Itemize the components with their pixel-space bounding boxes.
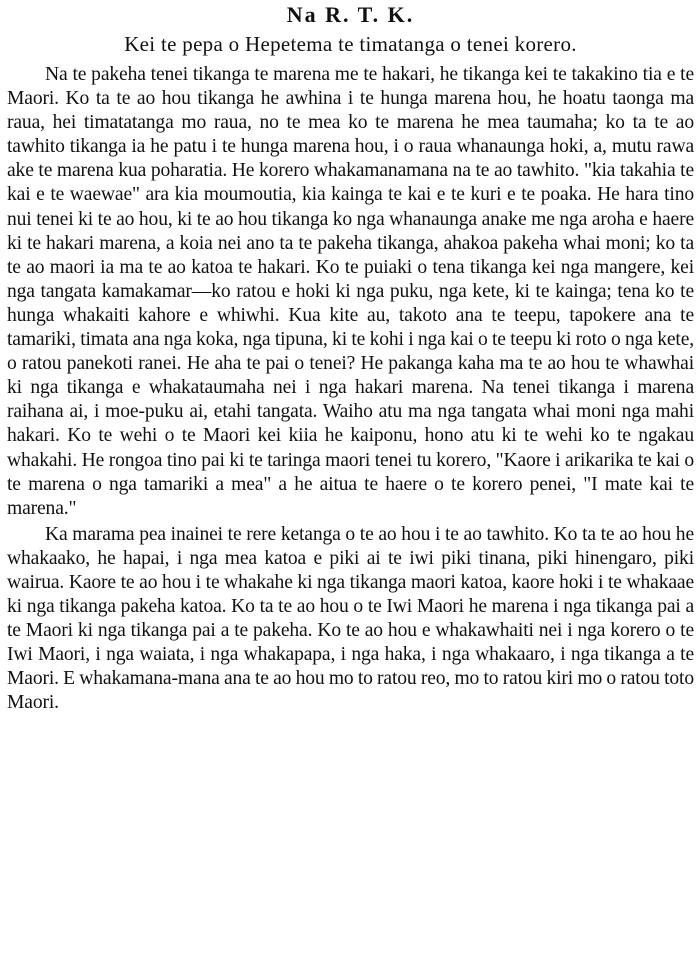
article-paragraph-2: Ka marama pea inainei te rere ketanga o te ao hou i te ao tawhito. Ko ta te ao hou he whakaako, he hapai, i nga mea katoa e piki ai te iwi piki tinana, piki hinengaro, piki wairua. Kaore te ao hou i te whakahe ki nga tikanga maori katoa, kaore hoki i te whakaae ki nga tikanga pakeha katoa. Ko ta te ao hou o te Iwi Maori he marena i nga tikanga pai a te Maori ki nga tikanga pai a te pakeha. Ko te ao hou e whakawhaiti nei i nga korero o te Iwi Maori, i nga waiata, i nga whakapapa, i nga haka, i nga whakaaro, i nga tikanga a te Maori. E whakamana-mana ana te ao hou mo to ratou reo, mo to ratou kiri mo o ratou toto Maori.	[7, 523, 694, 714]
article-subtitle: Kei te pepa o Hepetema te timatanga o tenei korero.	[124, 32, 577, 56]
article-byline: Na R. T. K.	[286, 2, 415, 27]
article-paragraph-1: Na te pakeha tenei tikanga te marena me te hakari, he tikanga kei te takakino tia e te Maori. Ko ta te ao hou tikanga he awhina i te hunga marena hou, he hoatu taonga ma raua, hei timatatanga mo raua, no te mea ko te marena he mea taumaha; ko ta te ao tawhito tikanga ia he patu i te hunga marena hou, i o raua whanaunga hoki, a, mutu rawa ake te marena kua poharatia. He korero whakamanamana na te ao tawhito. "kia takahia te kai e te waewae" ara kia moumoutia, kia kainga te kai e te kuri e te poaka. He hara tino nui tenei ki te ao hou, ki te ao hou tikanga ko nga whanaunga anake me nga aroha e haere ki te hakari marena, a koia nei ano ta te pakeha tikanga, ahakoa pakeha whai moni; ko ta te ao maori ia ma te ao katoa te hakari. Ko te puiaki o tena tikanga kei nga mangere, kei nga tangata kamakamar—ko ratou e hoki ki nga puku, nga kete, ki te kainga; tena ko te hunga whakaiti kahore e whiwhi. Kua kite au, takoto ana te teepu, tapokere ana te tamariki, timata ana nga koka, nga tipuna, ki te kohi i nga kai o te teepu ki roto o nga kete, o ratou panekoti ranei. He aha te pai o tenei? He pakanga kaha ma te ao hou te whawhai ki nga tikanga e whakataumaha nei i nga hakari marena. Na tenei tikanga i marena raihana ai, i moe-puku ai, etahi tangata. Waiho atu ma nga tangata whai moni nga mahi hakari. Ko te wehi o te Maori kei kiia he kaiponu, hono atu ki te wehi ko te ngakau whakahi. He rongoa tino pai ki te taringa maori tenei tu korero, "Kaore i arikarika te kai o te marena o nga tamariki a mea" a he aitua te haere o te korero penei, "I mate kai te marena."	[7, 64, 694, 519]
